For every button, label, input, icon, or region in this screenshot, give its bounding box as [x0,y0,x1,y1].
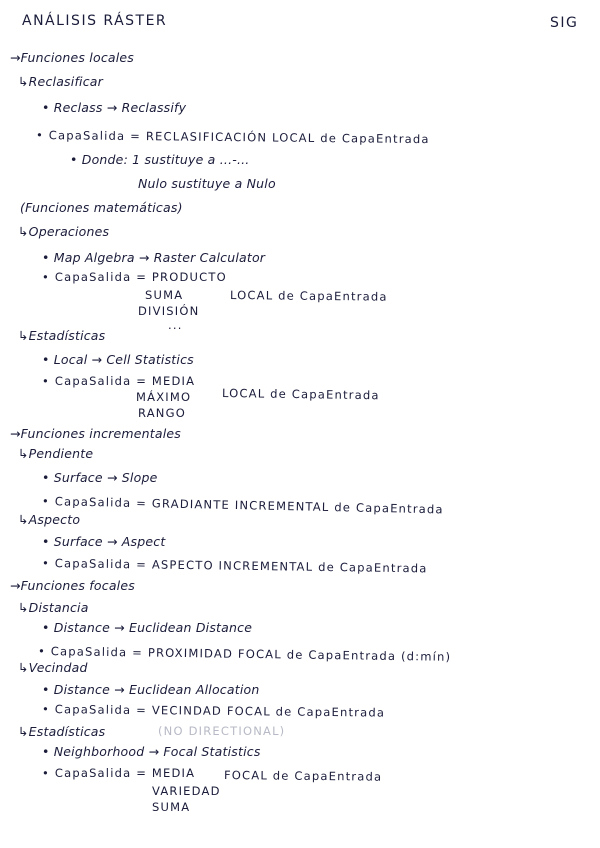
subsection-reclassify: ↳Reclasificar [18,74,103,89]
note-euclidean-allocation: • Distance → Euclidean Allocation [42,682,260,697]
note-reclass-null: Nulo sustituye a Nulo [138,176,276,191]
subsection-operations: ↳Operaciones [18,224,110,239]
note-statistics-range: RANGO [138,406,186,420]
subsection-statistics-local: ↳Estadísticas [18,328,106,343]
note-no-directional: (NO DIRECTIONAL) [158,724,286,738]
subject-tag: SIG [550,15,579,31]
note-slope-output: • CapaSalida = GRADIANTE INCREMENTAL de CapaEntrada [41,494,444,517]
note-surface-slope: • Surface → Slope [42,470,158,485]
note-euclidean-distance: • Distance → Euclidean Distance [42,620,253,635]
note-reclass-where: • Donde: 1 sustituye a ...-... [70,152,250,167]
note-focal-statistics: • Neighborhood → Focal Statistics [42,744,261,759]
note-operations-ellipsis: ... [168,318,183,332]
page-title: ANÁLISIS RÁSTER [22,13,168,29]
note-focal-output: • CapaSalida = MEDIA [42,766,196,780]
section-focal-functions: →Funciones focales [10,578,135,593]
section-incremental-functions: →Funciones incrementales [10,426,182,441]
subsection-neighborhood: ↳Vecindad [18,660,88,675]
subsection-statistics-focal: ↳Estadísticas [18,724,106,739]
note-statistics-local: LOCAL de CapaEntrada [221,386,380,403]
note-surface-aspect: • Surface → Aspect [42,534,166,549]
subsection-slope: ↳Pendiente [18,446,94,461]
section-local-functions: →Funciones locales [10,50,135,65]
note-statistics-max: MÁXIMO [136,390,192,404]
subsection-aspect: ↳Aspecto [18,512,81,527]
note-cell-statistics: • Local → Cell Statistics [42,352,194,367]
note-focal-variety: VARIEDAD [152,784,221,798]
section-math-functions: (Funciones matemáticas) [20,200,183,215]
note-distance-output: • CapaSalida = PROXIMIDAD FOCAL de CapaEntrada (d:mín) [37,644,452,664]
note-operations-sum: SUMA [145,288,184,302]
note-operations-local: LOCAL de CapaEntrada [229,288,388,304]
subsection-distance: ↳Distancia [18,600,89,615]
note-reclass-tool: • Reclass → Reclassify [42,100,187,115]
note-reclass-output: • CapaSalida = RECLASIFICACIÓN LOCAL de CapaEntrada [35,128,430,147]
note-focal-local: FOCAL de CapaEntrada [223,768,383,784]
note-map-algebra: • Map Algebra → Raster Calculator [42,250,266,265]
note-focal-sum: SUMA [152,800,191,814]
note-operations-output: • CapaSalida = PRODUCTO [42,270,227,284]
note-aspect-output: • CapaSalida = ASPECTO INCREMENTAL de CapaEntrada [41,556,428,576]
note-statistics-output: • CapaSalida = MEDIA [42,374,196,388]
note-operations-division: DIVISIÓN [138,304,200,318]
note-neighborhood-output: • CapaSalida = VECINDAD FOCAL de CapaEntrada [41,702,386,720]
